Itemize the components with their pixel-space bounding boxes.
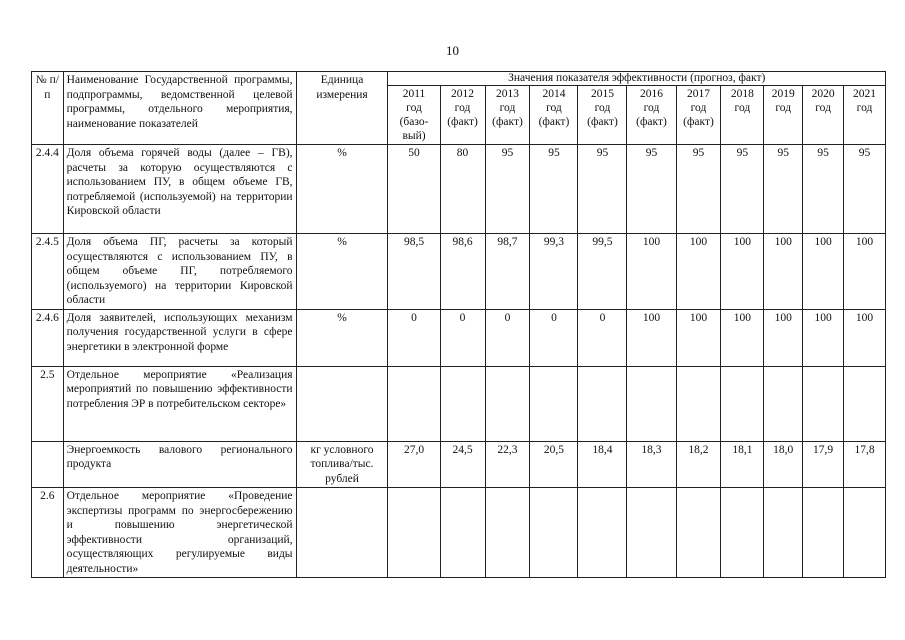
header-unit: Единица измерения <box>296 72 388 145</box>
indicator-name: Отдельное мероприятие «Реализация мероприятий по повышению эффективности потребления ЭР в потребительском секторе» <box>63 366 296 441</box>
row-number: 2.4.5 <box>32 234 64 310</box>
indicator-name: Энергоемкость валового регионального продукта <box>63 441 296 488</box>
value-cell-2017 <box>676 366 721 441</box>
year-header-line: вый) <box>402 130 426 142</box>
value-cell-2013: 98,7 <box>485 234 530 310</box>
year-header-line: год <box>734 102 751 114</box>
value-cell-2016 <box>627 488 676 578</box>
value-cell-2016: 100 <box>627 234 676 310</box>
row-number: 2.4.6 <box>32 309 64 366</box>
row-number: 2.6 <box>32 488 64 578</box>
value-cell-2019 <box>764 488 803 578</box>
year-header-line: 2012 <box>451 88 475 100</box>
table-body <box>32 145 886 578</box>
year-header-2021 <box>844 86 886 145</box>
indicator-name: Доля объема ПГ, расчеты за который осуществляются с использованием ПУ, в общем объеме ПГ, потребляемого (используемого) на территории Кировской области <box>63 234 296 310</box>
indicator-name: Отдельное мероприятие «Проведение экспертизы программ по энергосбережению и повышению энергетической эффективности организаций, осуществляющих регулируемые виды деятельности» <box>63 488 296 578</box>
value-cell-2017: 18,2 <box>676 441 721 488</box>
value-cell-2021: 17,8 <box>844 441 886 488</box>
value-cell-2020: 95 <box>803 145 844 234</box>
year-header-line: год <box>690 102 707 114</box>
year-header-line: год <box>499 102 516 114</box>
value-cell-2016: 100 <box>627 309 676 366</box>
value-cell-2018 <box>721 366 764 441</box>
value-cell-2011: 0 <box>388 309 440 366</box>
indicator-table <box>31 71 886 578</box>
year-header-2018 <box>721 86 764 145</box>
year-header-line: год <box>594 102 611 114</box>
value-cell-2015: 95 <box>578 145 627 234</box>
value-cell-2017 <box>676 488 721 578</box>
value-cell-2021 <box>844 488 886 578</box>
value-cell-2013: 22,3 <box>485 441 530 488</box>
header-name: Наименование Государственной программы, подпрограммы, ведомственной целевой программы, отдельного мероприятия, наименование показателей <box>63 72 296 145</box>
year-header-line: 2021 <box>853 88 876 100</box>
value-cell-2018 <box>721 488 764 578</box>
value-cell-2021 <box>844 366 886 441</box>
year-header-2020 <box>803 86 844 145</box>
year-header-2013 <box>485 86 530 145</box>
value-cell-2014 <box>530 366 578 441</box>
value-cell-2020: 17,9 <box>803 441 844 488</box>
year-header-line: год <box>406 102 422 114</box>
value-cell-2018: 18,1 <box>721 441 764 488</box>
table-row <box>32 488 886 578</box>
value-cell-2018: 100 <box>721 234 764 310</box>
value-cell-2014: 99,3 <box>530 234 578 310</box>
year-header-line: 2013 <box>495 88 519 100</box>
value-cell-2014 <box>530 488 578 578</box>
year-header-line: год <box>643 102 660 114</box>
value-cell-2018: 95 <box>721 145 764 234</box>
indicator-name: Доля заявителей, использующих механизм получения государственной услуги в сфере энергетики в электронной форме <box>63 309 296 366</box>
value-cell-2012: 24,5 <box>440 441 485 488</box>
year-header-2012 <box>440 86 485 145</box>
year-header-line: 2020 <box>811 88 835 100</box>
row-number: 2.5 <box>32 366 64 441</box>
value-cell-2017: 95 <box>676 145 721 234</box>
value-cell-2015: 18,4 <box>578 441 627 488</box>
unit-cell: % <box>296 309 388 366</box>
value-cell-2011: 98,5 <box>388 234 440 310</box>
unit-cell <box>296 488 388 578</box>
value-cell-2019: 100 <box>764 309 803 366</box>
header-row <box>32 72 886 86</box>
table-row <box>32 441 886 488</box>
value-cell-2013 <box>485 366 530 441</box>
year-header-line: год <box>546 102 562 114</box>
year-header-line: 2019 <box>771 88 795 100</box>
year-header-line: (факт) <box>636 116 667 128</box>
value-cell-2017: 100 <box>676 309 721 366</box>
year-header-line: 2015 <box>590 88 614 100</box>
value-cell-2012: 98,6 <box>440 234 485 310</box>
year-header-line: (факт) <box>538 116 570 128</box>
unit-cell: кг условного топлива/тыс. рублей <box>296 441 388 488</box>
table-row <box>32 145 886 234</box>
year-header-line: 2014 <box>542 88 566 100</box>
value-cell-2012: 0 <box>440 309 485 366</box>
value-cell-2018: 100 <box>721 309 764 366</box>
year-header-2014 <box>530 86 578 145</box>
value-cell-2020: 100 <box>803 309 844 366</box>
year-header-line: (факт) <box>587 116 618 128</box>
table-row <box>32 234 886 310</box>
value-cell-2011: 50 <box>388 145 440 234</box>
value-cell-2016: 18,3 <box>627 441 676 488</box>
year-header-line: 2018 <box>730 88 754 100</box>
value-cell-2011: 27,0 <box>388 441 440 488</box>
year-header-line: (факт) <box>447 116 478 128</box>
value-cell-2011 <box>388 488 440 578</box>
value-cell-2016: 95 <box>627 145 676 234</box>
year-header-line: год <box>815 102 831 114</box>
value-cell-2020 <box>803 366 844 441</box>
value-cell-2017: 100 <box>676 234 721 310</box>
value-cell-2020: 100 <box>803 234 844 310</box>
value-cell-2012 <box>440 488 485 578</box>
table-row <box>32 366 886 441</box>
year-header-line: год <box>856 102 873 114</box>
year-header-line: год <box>454 102 471 114</box>
table-row <box>32 309 886 366</box>
value-cell-2014: 20,5 <box>530 441 578 488</box>
year-header-2017 <box>676 86 721 145</box>
row-number: 2.4.4 <box>32 145 64 234</box>
value-cell-2013 <box>485 488 530 578</box>
value-cell-2012 <box>440 366 485 441</box>
year-header-2016 <box>627 86 676 145</box>
year-header-line: 2011 <box>402 88 426 100</box>
value-cell-2019: 95 <box>764 145 803 234</box>
header-num: № п/п <box>32 72 64 145</box>
value-cell-2015: 0 <box>578 309 627 366</box>
value-cell-2014: 95 <box>530 145 578 234</box>
value-cell-2019: 100 <box>764 234 803 310</box>
year-header-line: 2017 <box>686 88 710 100</box>
year-header-2015 <box>578 86 627 145</box>
value-cell-2020 <box>803 488 844 578</box>
value-cell-2021: 95 <box>844 145 886 234</box>
value-cell-2015 <box>578 366 627 441</box>
value-cell-2015 <box>578 488 627 578</box>
value-cell-2021: 100 <box>844 234 886 310</box>
year-header-2011 <box>388 86 440 145</box>
value-cell-2011 <box>388 366 440 441</box>
row-number <box>32 441 64 488</box>
value-cell-2019: 18,0 <box>764 441 803 488</box>
unit-cell: % <box>296 145 388 234</box>
value-cell-2019 <box>764 366 803 441</box>
year-header-line: 2016 <box>639 88 663 100</box>
value-cell-2021: 100 <box>844 309 886 366</box>
year-header-line: (факт) <box>683 116 714 128</box>
indicator-name: Доля объема горячей воды (далее – ГВ), расчеты за которую осуществляются с использованием ПУ, в общем объеме ГВ, потребляемой (используемой) на территории Кировской области <box>63 145 296 234</box>
year-header-2019 <box>764 86 803 145</box>
page-number: 10 <box>446 43 459 58</box>
value-cell-2014: 0 <box>530 309 578 366</box>
value-cell-2015: 99,5 <box>578 234 627 310</box>
unit-cell: % <box>296 234 388 310</box>
header-values-group: Значения показателя эффективности (прогноз, факт) <box>388 72 886 86</box>
value-cell-2013: 95 <box>485 145 530 234</box>
unit-cell <box>296 366 388 441</box>
year-header-line: (факт) <box>492 116 523 128</box>
value-cell-2016 <box>627 366 676 441</box>
value-cell-2012: 80 <box>440 145 485 234</box>
value-cell-2013: 0 <box>485 309 530 366</box>
year-header-line: (базо- <box>399 116 429 128</box>
year-header-line: год <box>775 102 792 114</box>
